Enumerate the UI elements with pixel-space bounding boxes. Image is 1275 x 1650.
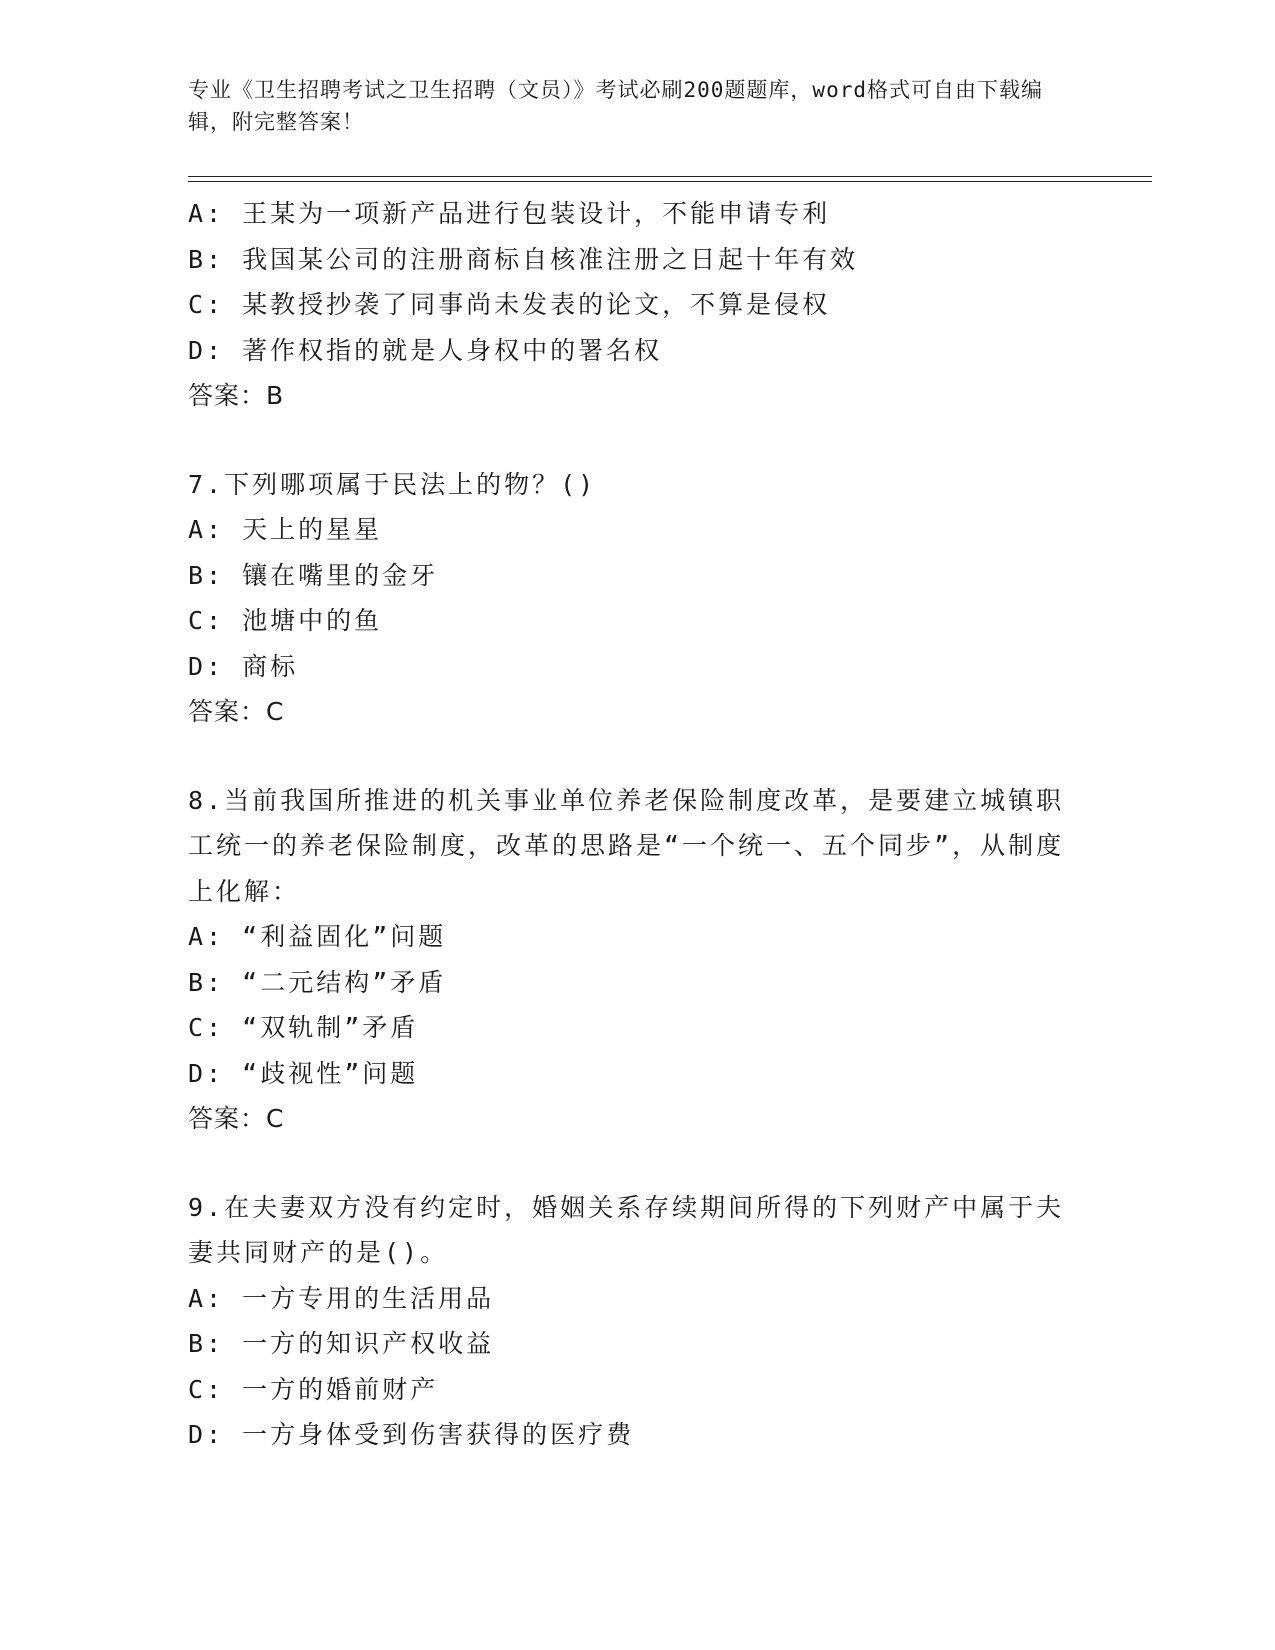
option-a: A: 一方专用的生活用品	[188, 1283, 495, 1313]
question-stem: 7.下列哪项属于民法上的物？()	[188, 469, 597, 499]
answer: 答案：C	[188, 697, 285, 726]
option-c: C: 池塘中的鱼	[188, 606, 383, 635]
question-7	[188, 462, 1068, 735]
answer: 答案：C	[188, 1104, 285, 1133]
option-d: D: 著作权指的就是人身权中的署名权	[188, 335, 663, 365]
question-8	[188, 778, 1068, 1142]
option-b: B: 一方的知识产权收益	[188, 1329, 495, 1358]
document-body	[188, 191, 1068, 1458]
option-d: D: “歧视性”问题	[188, 1058, 419, 1088]
question-stem: 8.当前我国所推进的机关事业单位养老保险制度改革，是要建立城镇职工统一的养老保险制度，改革的思路是“一个统一、五个同步”，从制度上化解：	[188, 785, 1065, 906]
header-rule-bottom	[188, 181, 1152, 182]
option-b: B: “二元结构”矛盾	[188, 967, 447, 997]
option-a: A: 王某为一项新产品进行包装设计，不能申请专利	[188, 199, 831, 228]
option-b: B: 镶在嘴里的金牙	[188, 560, 439, 590]
option-a: A: 天上的星星	[188, 515, 383, 544]
option-d: D: 商标	[188, 651, 299, 681]
option-c: C: 一方的婚前财产	[188, 1374, 439, 1404]
document-header: 专业《卫生招聘考试之卫生招聘（文员）》考试必刷200题题库，word格式可自由下载编辑，附完整答案！	[188, 78, 1043, 134]
option-a: A: “利益固化”问题	[188, 922, 447, 951]
option-c: C: 某教授抄袭了同事尚未发表的论文，不算是侵权	[188, 290, 831, 319]
question-6	[188, 191, 1068, 419]
question-stem: 9.在夫妻双方没有约定时，婚姻关系存续期间所得的下列财产中属于夫妻共同财产的是()。	[188, 1192, 1065, 1267]
option-d: D: 一方身体受到伤害获得的医疗费	[188, 1420, 635, 1449]
option-b: B: 我国某公司的注册商标自核准注册之日起十年有效	[188, 244, 859, 274]
question-9	[188, 1185, 1068, 1458]
option-c: C: “双轨制”矛盾	[188, 1013, 419, 1042]
answer: 答案：B	[188, 381, 285, 410]
header-rule-top	[188, 176, 1152, 177]
